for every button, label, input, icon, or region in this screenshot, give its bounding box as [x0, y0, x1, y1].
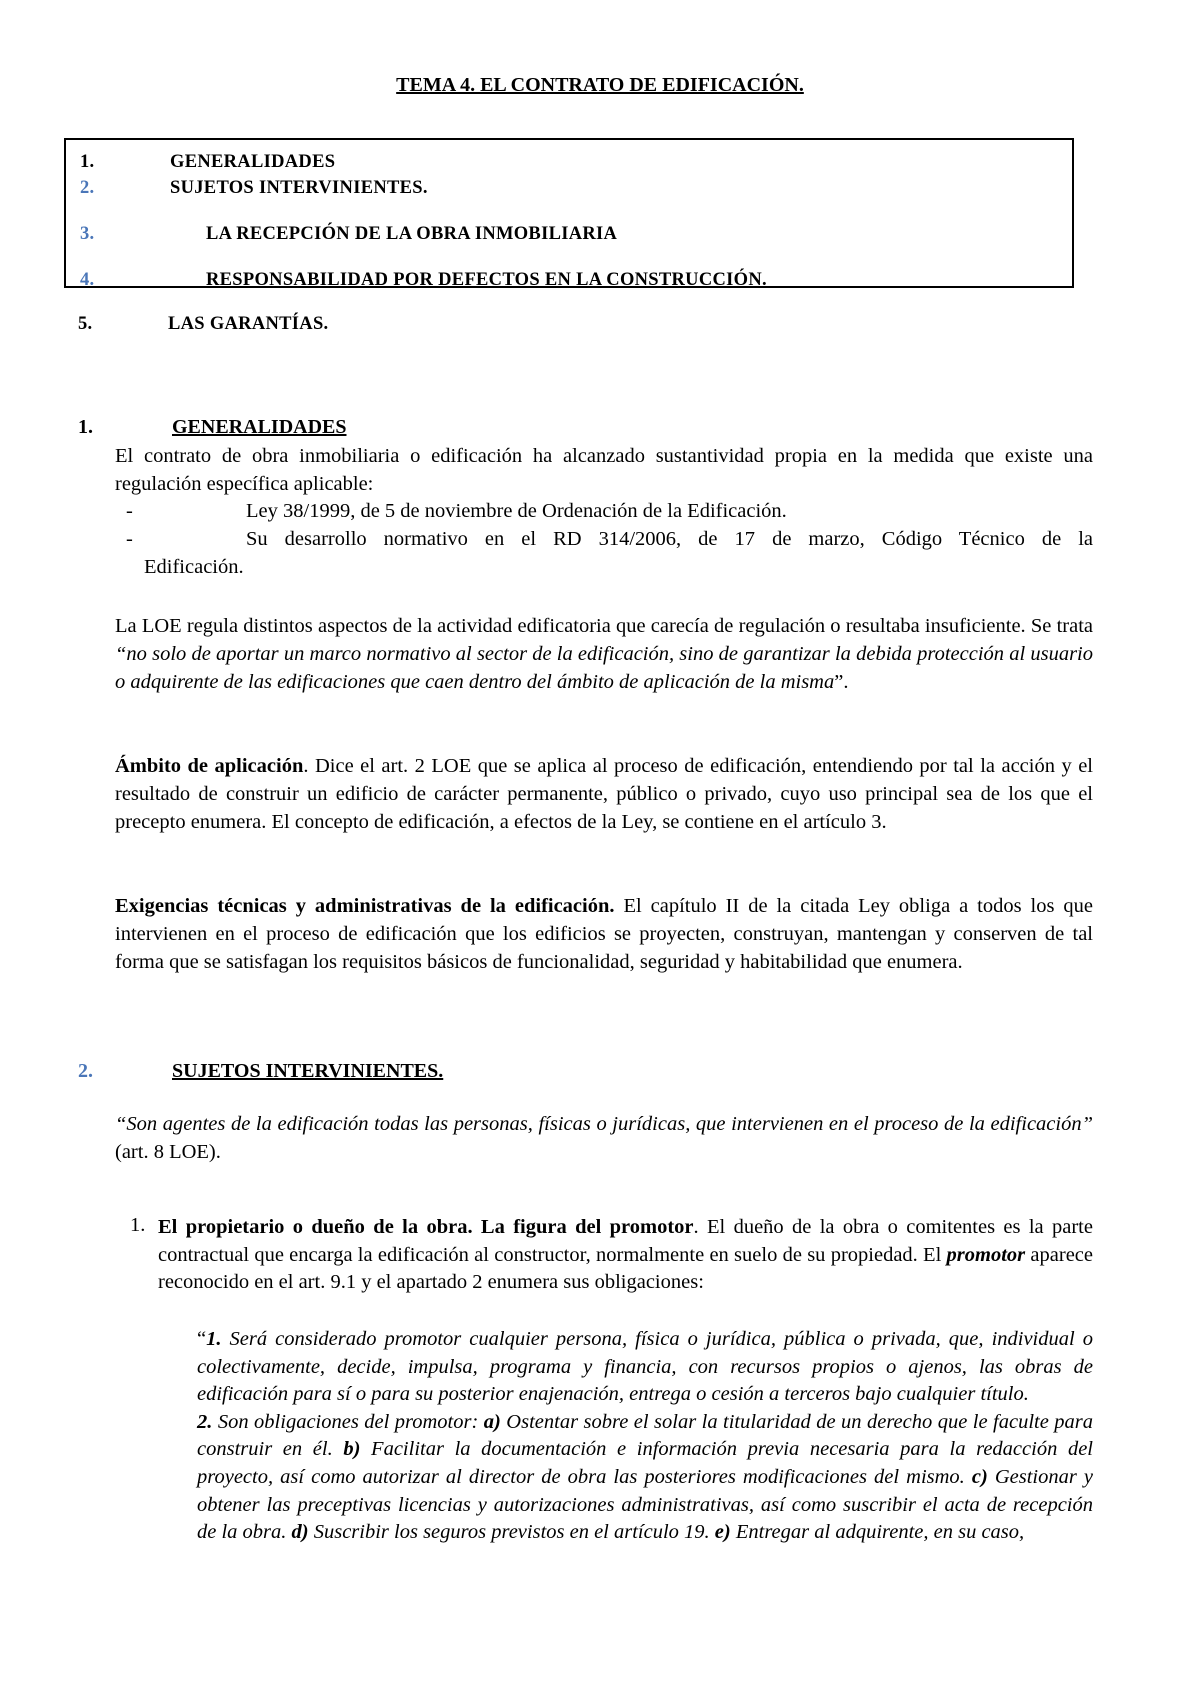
- promotor-term: promotor: [946, 1243, 1026, 1266]
- list-item-number: 1.: [130, 1214, 146, 1236]
- paragraph-text: La LOE regula distintos aspectos de la actividad edificatoria que carecía de regulación o resultaba insuficiente. Se trata: [115, 615, 1093, 637]
- paragraph-quote-end: ”.: [834, 671, 849, 694]
- bullet-1-dash: -: [126, 500, 133, 522]
- section-1-heading: [78, 416, 347, 439]
- clause-text: Gestionar y obtener las preceptivas licencias y autorizaciones administrativas, así como suscribir el acta de recepción de la obra.: [197, 1465, 1093, 1544]
- section-1-paragraph-3: [115, 752, 1093, 837]
- section-1-paragraph-4: [115, 892, 1093, 977]
- clause-number: 1.: [206, 1328, 222, 1350]
- bullet-2-dash: -: [126, 528, 133, 550]
- section-1-paragraph-2: [115, 612, 1093, 697]
- clause-letter: c): [971, 1465, 988, 1488]
- bullet-1-text: Ley 38/1999, de 5 de noviembre de Ordenación de la Edificación.: [246, 500, 787, 522]
- section-1-intro: El contrato de obra inmobiliaria o edificación ha alcanzado sustantividad propia en la medida que existe una regulación específica aplicable:: [115, 445, 1093, 496]
- clause-letter: a): [483, 1410, 501, 1433]
- paragraph-quote: “no solo de aportar un marco normativo al sector de la edificación, sino de garantizar la debida protección al usuario o adquirente de las edificaciones que caen dentro del ámbito de aplicación de la misma: [115, 643, 1093, 694]
- definition-reference: (art. 8 LOE).: [115, 1141, 221, 1164]
- section-title: GENERALIDADES: [172, 416, 347, 438]
- toc-item-number: 5.: [78, 314, 93, 334]
- list-item-promotor: [158, 1214, 1093, 1297]
- toc-item-label: LAS GARANTÍAS.: [168, 314, 329, 334]
- paragraph-lead: Exigencias técnicas y administrativas de la edificación.: [115, 895, 615, 917]
- clause-letter: b): [343, 1438, 361, 1461]
- list-item-text: . El dueño de la obra o comitentes es la parte contractual que encarga la edificación al constructor, normalmente en suelo de su propiedad. El: [158, 1216, 1093, 1266]
- toc-item-label: GENERALIDADES: [170, 152, 336, 172]
- section-2-heading: [78, 1060, 444, 1083]
- clause-text: Ostentar sobre el solar la titularidad de un derecho que le faculte para construir en él.: [197, 1410, 1093, 1461]
- toc-item-label: SUJETOS INTERVINIENTES.: [170, 178, 428, 198]
- article-quote: [197, 1326, 1093, 1547]
- section-number: 2.: [78, 1060, 93, 1082]
- toc-item-number: 4.: [80, 270, 95, 288]
- section-2-definition: [115, 1110, 1093, 1166]
- clause-text: Suscribir los seguros previstos en el artículo 19.: [308, 1521, 715, 1544]
- paragraph-text: . Dice el art. 2 LOE que se aplica al proceso de edificación, entendiendo por tal la acción y el resultado de construir un edificio de carácter permanente, público o privado, cuyo uso principal sea de los que el precepto enumera. El concepto de edificación, a efectos de la Ley, se contiene en el artículo 3.: [115, 755, 1093, 834]
- section-number: 1.: [78, 416, 93, 438]
- clause-text: Entregar al adquirente, en su caso,: [730, 1521, 1025, 1544]
- toc-item-number: 3.: [80, 224, 95, 244]
- section-title: SUJETOS INTERVINIENTES.: [172, 1060, 444, 1082]
- toc-item-number: 2.: [80, 178, 95, 198]
- quote-open: “: [197, 1328, 207, 1350]
- clause-number: 2.: [197, 1410, 213, 1433]
- clause-text: Será considerado promotor cualquier persona, física o jurídica, pública o privada, que, individual o colectivamente, decide, impulsa, programa y financia, con recursos propios o ajenos, las obras de edificación para sí o para su posterior enajenación, entrega o cesión a terceros bajo cualquier título.: [197, 1328, 1093, 1406]
- toc-item-label: LA RECEPCIÓN DE LA OBRA INMOBILIARIA: [206, 224, 618, 244]
- bullet-2-text-line1: Su desarrollo normativo en el RD 314/2006, de 17 de marzo, Código Técnico de la: [246, 528, 1093, 550]
- clause-letter: e): [714, 1521, 731, 1544]
- toc-item-label: RESPONSABILIDAD POR DEFECTOS EN LA CONSTRUCCIÓN.: [206, 270, 767, 288]
- table-of-contents-box: [64, 138, 1074, 288]
- clause-text: Facilitar la documentación e información previa necesaria para la redacción del proyecto, así como autorizar al director de obra las posteriores modificaciones del mismo.: [197, 1438, 1093, 1488]
- definition-quote: “Son agentes de la edificación todas las personas, físicas o jurídicas, que intervienen en el proceso de la edificación”: [115, 1113, 1093, 1135]
- paragraph-lead: Ámbito de aplicación: [115, 755, 304, 777]
- list-item-text: aparece reconocido en el art. 9.1 y el apartado 2 enumera sus obligaciones:: [158, 1243, 1093, 1294]
- toc-item-number: 1.: [80, 152, 95, 172]
- list-item-lead: El propietario o dueño de la obra. La figura del promotor: [158, 1216, 694, 1238]
- clause-letter: d): [291, 1521, 309, 1544]
- clause-text: Son obligaciones del promotor:: [212, 1410, 484, 1433]
- paragraph-text: El capítulo II de la citada Ley obliga a todos los que intervienen en el proceso de edificación que los edificios se proyecten, construyan, mantengan y conserven de tal forma que se satisfagan los requisitos básicos de funcionalidad, seguridad y habitabilidad que enumera.: [115, 895, 1093, 974]
- bullet-2-text-line2: Edificación.: [144, 556, 244, 578]
- page-title: TEMA 4. EL CONTRATO DE EDIFICACIÓN.: [396, 74, 804, 96]
